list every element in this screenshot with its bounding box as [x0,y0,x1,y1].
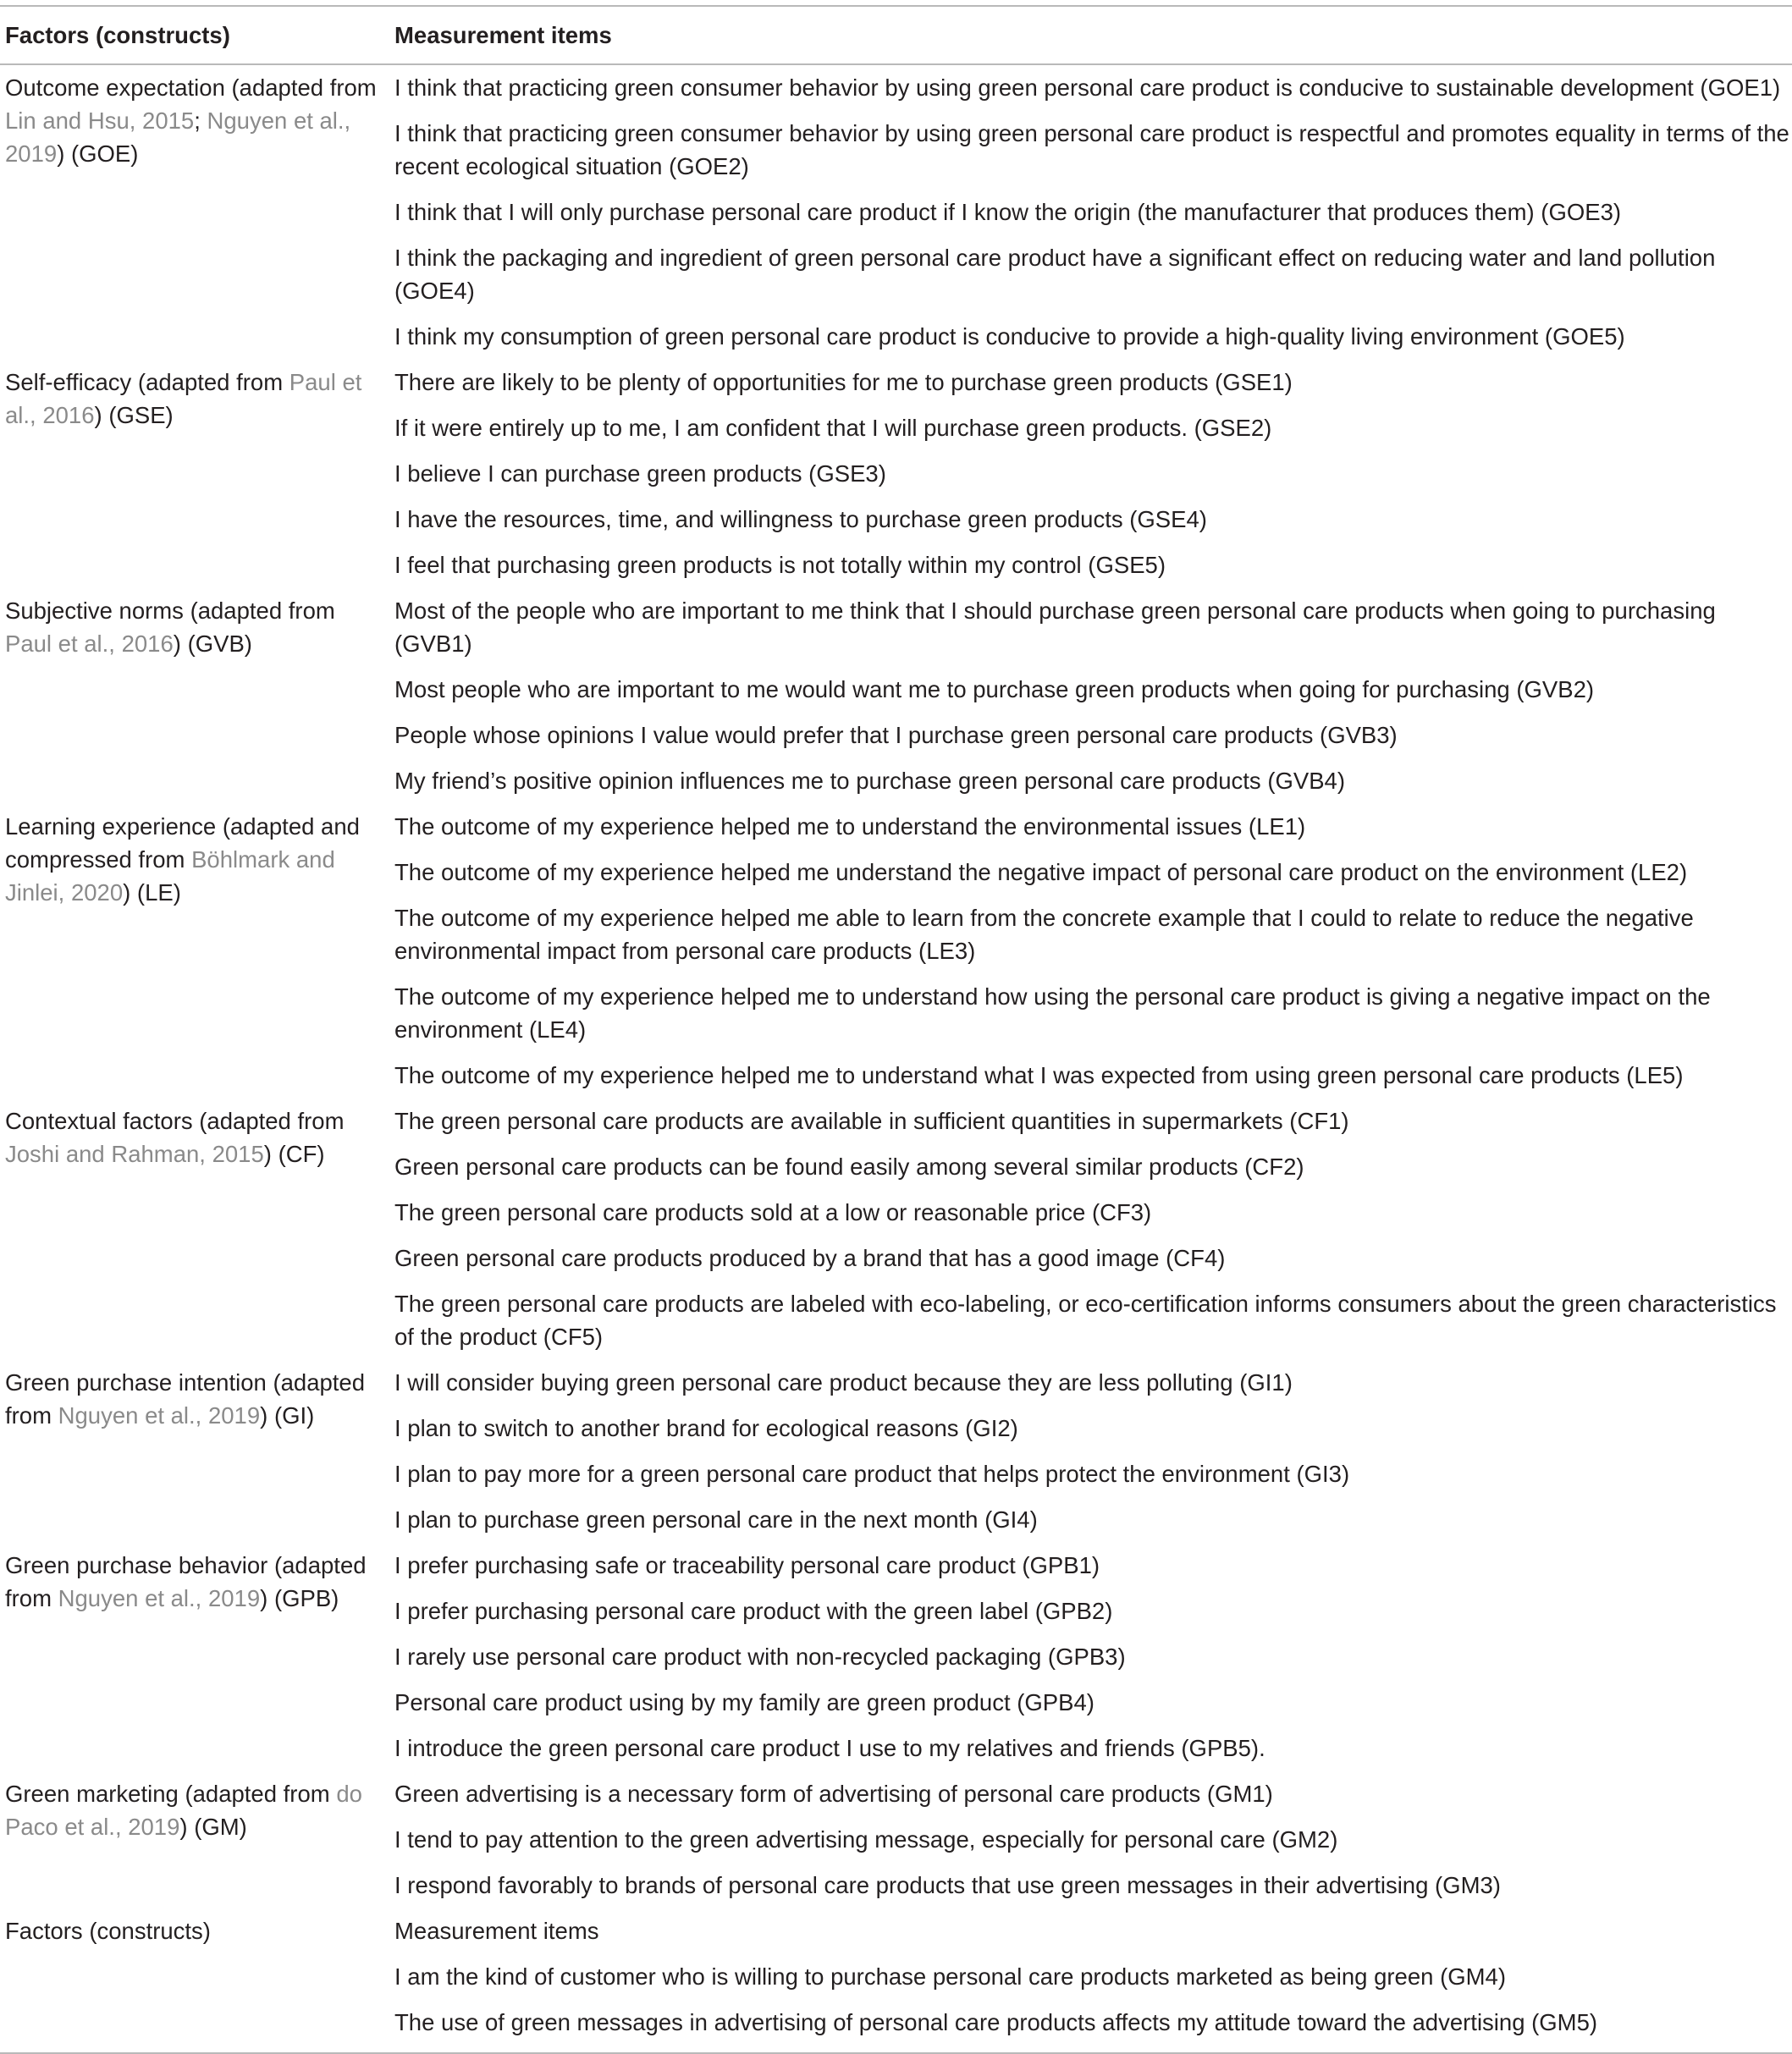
factor-cell [0,804,394,1099]
factor-cell [0,1908,394,2053]
factor-text: ) (LE) [123,879,181,906]
measurement-item: The green personal care products sold at a low or reasonable price (CF3) [394,1199,1152,1225]
factor-reference-link[interactable]: Joshi and Rahman, 2015 [5,1141,264,1167]
measurement-item: I plan to purchase green personal care in the next month (GI4) [394,1506,1038,1533]
table-header-row [0,6,1792,64]
items-cell [394,804,1792,1099]
factor-cell [0,1099,394,1360]
measurement-item: The use of green messages in advertising of personal care products affects my attitude toward the advertising (GM5) [394,2009,1598,2035]
factor-text: ) (GM) [179,1814,247,1840]
measurement-item: I think that practicing green consumer behavior by using green personal care product is conducive to sustainable development (GOE1) [394,74,1781,101]
table-row [0,1543,1792,1771]
table-row [0,588,1792,804]
factor-reference-link[interactable]: Lin and Hsu, 2015 [5,107,195,134]
measurement-table [0,5,1792,2054]
table-row [0,64,1792,360]
factor-text: ) (CF) [263,1141,325,1167]
factor-text: Subjective norms (adapted from [5,597,335,624]
measurement-item: I prefer purchasing safe or traceability personal care product (GPB1) [394,1552,1100,1578]
factor-cell [0,64,394,360]
factor-text: Factors (constructs) [5,1918,211,1944]
header-measurement-items: Measurement items [394,6,1792,64]
measurement-item: The outcome of my experience helped me to understand the environmental issues (LE1) [394,813,1306,840]
table-row [0,1908,1792,2053]
measurement-item: I think the packaging and ingredient of green personal care product have a significant effect on reducing water and land pollution (GOE4) [394,245,1716,304]
measurement-item: I respond favorably to brands of personal care products that use green messages in their advertising (GM3) [394,1872,1501,1898]
measurement-item: Personal care product using by my family are green product (GPB4) [394,1689,1094,1715]
measurement-item: I will consider buying green personal care product because they are less polluting (GI1) [394,1369,1293,1396]
measurement-item: The outcome of my experience helped me able to learn from the concrete example that I could to relate to reduce the negative environmental impact from personal care products (LE3) [394,905,1694,964]
items-cell [394,1099,1792,1360]
header-factors: Factors (constructs) [0,6,394,64]
items-cell [394,1543,1792,1771]
measurement-item: The green personal care products are labeled with eco-labeling, or eco-certification informs consumers about the green characteristics of the product (CF5) [394,1291,1777,1350]
measurement-item: The green personal care products are available in sufficient quantities in supermarkets (CF1) [394,1108,1349,1134]
items-cell [394,1771,1792,1908]
measurement-item: I think that I will only purchase personal care product if I know the origin (the manufacturer that produces them) (GOE3) [394,199,1622,225]
factor-text: Self-efficacy (adapted from [5,369,289,395]
measurement-item: I have the resources, time, and willingness to purchase green products (GSE4) [394,506,1207,532]
measurement-item: I think my consumption of green personal care product is conducive to provide a high-quality living environment (GOE5) [394,323,1625,350]
items-cell [394,64,1792,360]
table-row [0,360,1792,588]
factor-reference-link[interactable]: Nguyen et al., 2019 [58,1402,261,1429]
table-row [0,1360,1792,1543]
measurement-item: Green personal care products produced by a brand that has a good image (CF4) [394,1245,1226,1271]
measurement-item: I introduce the green personal care product I use to my relatives and friends (GPB5). [394,1735,1265,1761]
measurement-item: People whose opinions I value would prefer that I purchase green personal care products (GVB3) [394,722,1398,748]
measurement-item: The outcome of my experience helped me to understand what I was expected from using green personal care products (LE5) [394,1062,1684,1088]
measurement-item: Green advertising is a necessary form of advertising of personal care products (GM1) [394,1781,1273,1807]
measurement-item: The outcome of my experience helped me to understand how using the personal care product is giving a negative impact on the environment (LE4) [394,983,1711,1043]
factor-text: ) (GSE) [94,402,174,428]
factor-reference-link[interactable]: Nguyen et al., 2019 [58,1585,261,1611]
factor-cell [0,588,394,804]
measurement-item: The outcome of my experience helped me understand the negative impact of personal care product on the environment (LE2) [394,859,1688,885]
factor-text: Green marketing (adapted from [5,1781,337,1807]
measurement-item: There are likely to be plenty of opportunities for me to purchase green products (GSE1) [394,369,1293,395]
factor-text: ) (GVB) [173,631,252,657]
table-body [0,64,1792,2053]
factor-text: Learning experience (adapted and compressed from [5,813,360,873]
measurement-item: I am the kind of customer who is willing to purchase personal care products marketed as being green (GM4) [394,1963,1506,1990]
measurement-item: I tend to pay attention to the green advertising message, especially for personal care (GM2) [394,1826,1338,1853]
factor-cell [0,360,394,588]
items-cell [394,1360,1792,1543]
table-row [0,804,1792,1099]
measurement-item: I think that practicing green consumer behavior by using green personal care product is respectful and promotes equality in terms of the recent ecological situation (GOE2) [394,120,1789,179]
items-cell [394,1908,1792,2053]
factor-cell [0,1771,394,1908]
factor-text: Green purchase behavior (adapted from [5,1552,367,1611]
measurement-item: I rarely use personal care product with non-recycled packaging (GPB3) [394,1644,1126,1670]
factor-reference-link[interactable]: do Paco et al., 2019 [5,1781,362,1840]
table-row [0,1099,1792,1360]
items-cell [394,360,1792,588]
factor-reference-link[interactable]: Paul et al., 2016 [5,369,362,428]
factor-text: ) (GPB) [260,1585,339,1611]
measurement-item: Measurement items [394,1918,599,1944]
measurement-item: Most people who are important to me would want me to purchase green products when going for purchasing (GVB2) [394,676,1595,702]
measurement-item: If it were entirely up to me, I am confident that I will purchase green products. (GSE2) [394,415,1272,441]
factor-text: ; [194,107,207,134]
measurement-item: My friend’s positive opinion influences me to purchase green personal care products (GVB4) [394,768,1346,794]
factor-text: Contextual factors (adapted from [5,1108,345,1134]
factor-cell [0,1360,394,1543]
table-row [0,1771,1792,1908]
factor-reference-link[interactable]: Paul et al., 2016 [5,631,174,657]
measurement-item: I feel that purchasing green products is not totally within my control (GSE5) [394,552,1166,578]
measurement-item: Green personal care products can be found easily among several similar products (CF2) [394,1154,1304,1180]
factor-reference-link[interactable]: Böhlmark and Jinlei, 2020 [5,846,335,906]
items-cell [394,588,1792,804]
factor-reference-link[interactable]: Nguyen et al., 2019 [5,107,351,167]
factor-text: ) (GOE) [57,140,139,167]
factor-cell [0,1543,394,1771]
factor-text: ) (GI) [260,1402,315,1429]
measurement-item: I believe I can purchase green products (GSE3) [394,460,886,487]
measurement-item: Most of the people who are important to me think that I should purchase green personal care products when going to purchasing (GVB1) [394,597,1716,657]
factor-text: Outcome expectation (adapted from [5,74,377,101]
measurement-item: I plan to switch to another brand for ecological reasons (GI2) [394,1415,1018,1441]
factor-text: Green purchase intention (adapted from [5,1369,366,1429]
measurement-item: I plan to pay more for a green personal care product that helps protect the environment (GI3) [394,1461,1350,1487]
measurement-item: I prefer purchasing personal care product with the green label (GPB2) [394,1598,1113,1624]
